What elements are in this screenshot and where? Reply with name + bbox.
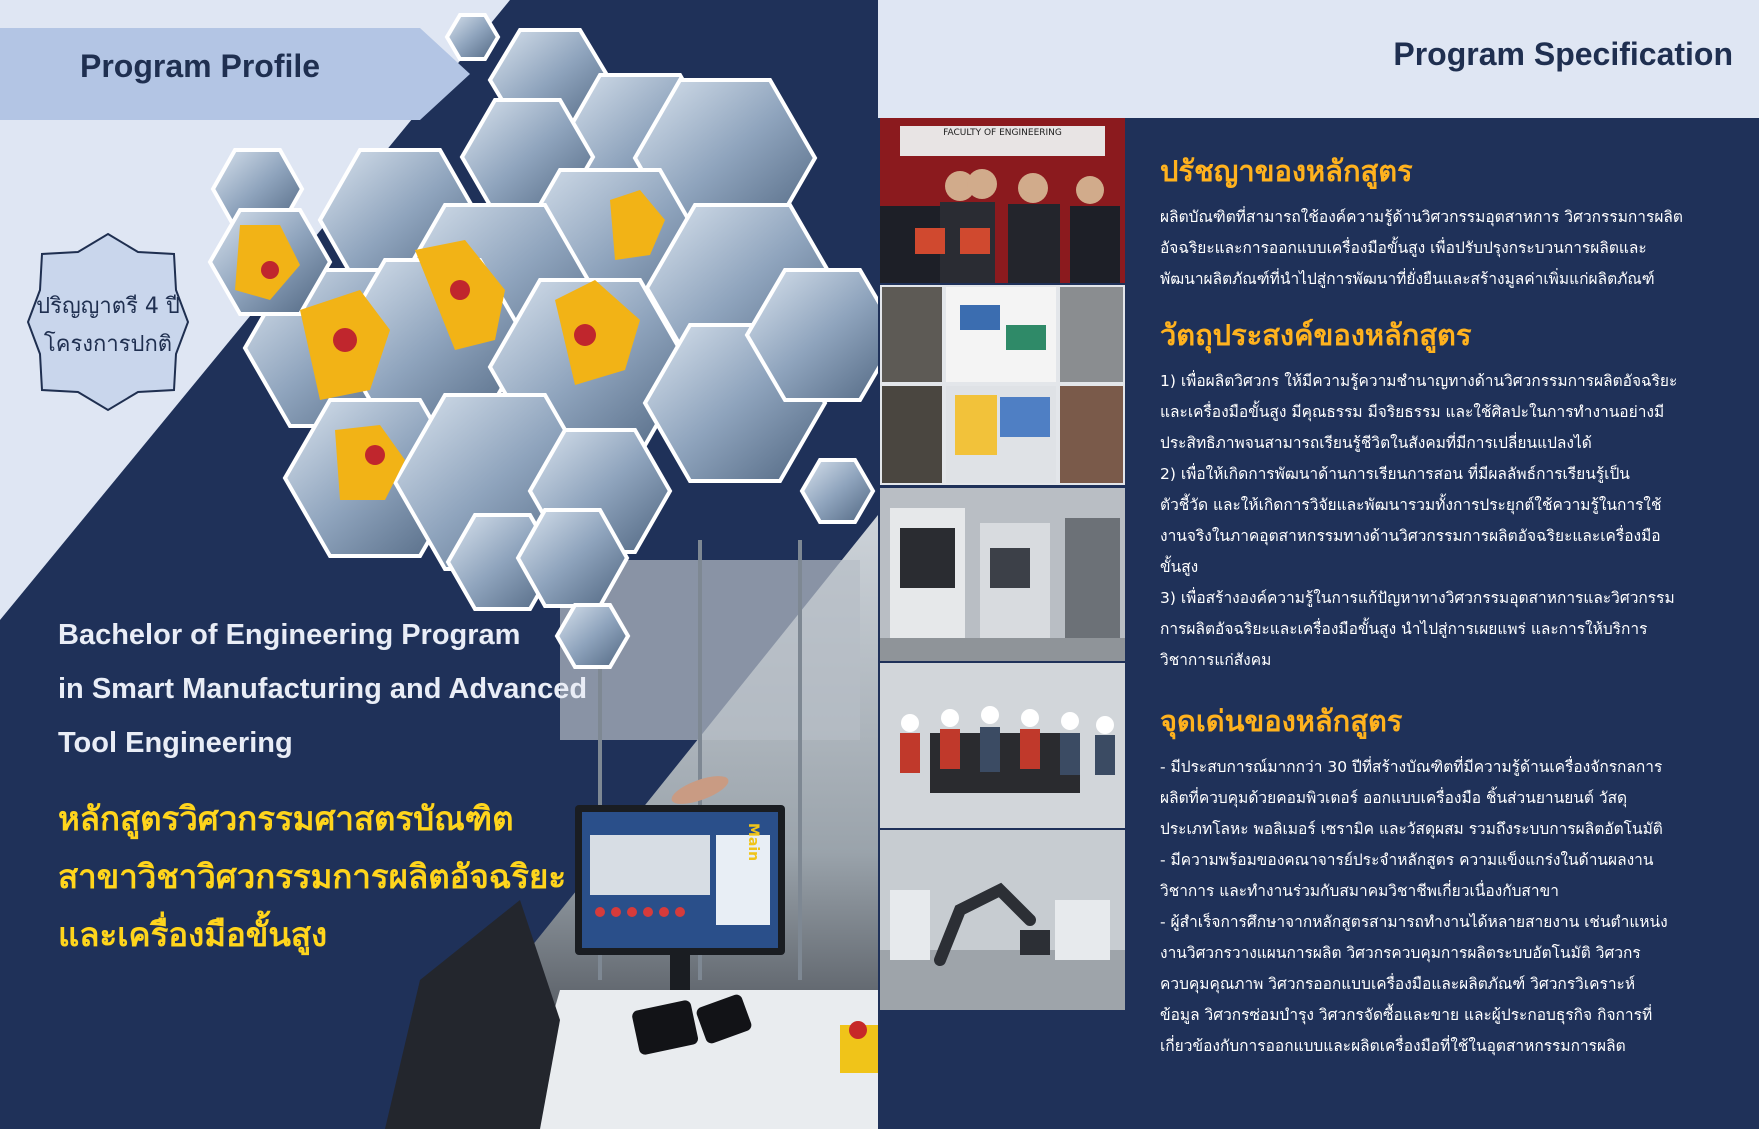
thai-title-line: และเครื่องมือขั้นสูง (58, 915, 328, 954)
objectives-line: 1) เพื่อผลิตวิศวกร ให้มีความรู้ความชำนาญทางด้านวิศวกรรมการผลิตอัจฉริยะ (1160, 372, 1678, 390)
english-title-line: in Smart Manufacturing and Advanced (58, 673, 588, 705)
objectives-line: 2) เพื่อให้เกิดการพัฒนาด้านการเรียนการสอน ที่มีผลลัพธ์การเรียนรู้เป็น (1160, 465, 1630, 483)
highlights-line: - ผู้สำเร็จการศึกษาจากหลักสูตรสามารถทำงานได้หลายสายงาน เช่นตำแหน่ง (1160, 913, 1668, 931)
specification-header (878, 0, 1759, 118)
thai-program-title (58, 790, 618, 964)
objectives-text (1160, 366, 1735, 676)
highlights-text (1160, 752, 1735, 1062)
highlights-heading: จุดเด่นของหลักสูตร (1160, 704, 1403, 738)
badge-program-line: โครงการปกติ (43, 332, 173, 357)
english-title-line: Bachelor of Engineering Program (58, 619, 521, 651)
english-program-title (58, 608, 658, 770)
program-specification-title: Program Specification (1393, 36, 1733, 72)
program-profile-title: Program Profile (80, 48, 321, 84)
objectives-line: วิชาการแก่สังคม (1160, 651, 1272, 669)
objectives-line: และเครื่องมือขั้นสูง มีคุณธรรม มีจริยธรรม และใช้ศิลปะในการทำงานอย่างมี (1160, 403, 1665, 421)
english-title-line: Tool Engineering (58, 727, 293, 759)
objectives-line: การผลิตอัจฉริยะและเครื่องมือขั้นสูง นำไปสู่การเผยแพร่ และการให้บริการ (1160, 620, 1648, 638)
objectives-line: ขั้นสูง (1160, 558, 1199, 576)
thai-title-line: สาขาวิชาวิศวกรรมการผลิตอัจฉริยะ (58, 857, 567, 896)
objectives-line: ตัวชี้วัด และให้เกิดการวิจัยและพัฒนารวมทั้งการประยุกต์ใช้ความรู้ในการใช้ (1160, 496, 1662, 514)
highlights-line: - มีประสบการณ์มากกว่า 30 ปีที่สร้างบัณฑิตที่มีความรู้ด้านเครื่องจักรกลการ (1160, 758, 1663, 776)
tooling-design-collage (880, 285, 1125, 485)
philosophy-line: พัฒนาผลิตภัณฑ์ที่นำไปสู่การพัฒนาที่ยั่งยืนและสร้างมูลค่าเพิ่มแก่ผลิตภัณฑ์ (1160, 270, 1655, 288)
program-profile-panel (0, 0, 878, 1129)
highlights-line: ควบคุมคุณภาพ วิศวกรออกแบบเครื่องมือและผลิตภัณฑ์ วิศวกรวิเคราะห์ (1160, 975, 1636, 993)
thai-title-line: หลักสูตรวิศวกรรมศาสตรบัณฑิต (58, 799, 514, 838)
signing-ceremony-photo (880, 118, 1125, 283)
highlights-line: งานวิศวกรวางแผนการผลิต วิศวกรควบคุมการผลิตระบบอัตโนมัติ วิศวกร (1160, 944, 1641, 962)
photo-column (880, 118, 1125, 1090)
objectives-line: งานจริงในภาคอุตสาหกรรมทางด้านวิศวกรรมการผลิตอัจฉริยะและเครื่องมือ (1160, 527, 1661, 545)
monitor-main-label: Main (745, 823, 761, 862)
objectives-heading: วัตถุประสงค์ของหลักสูตร (1160, 318, 1472, 352)
cobot-lab-photo (880, 830, 1125, 1010)
highlights-line: วิชาการ และทำงานร่วมกับสมาคมวิชาชีพเกี่ยวเนื่องกับสาขา (1160, 882, 1559, 900)
degree-badge-text (26, 288, 190, 364)
philosophy-line: ผลิตบัณฑิตที่สามารถใช้องค์ความรู้ด้านวิศวกรรมอุตสาหการ วิศวกรรมการผลิต (1160, 208, 1683, 226)
highlights-line: เกี่ยวข้องกับการออกแบบและผลิตเครื่องมือที่ใช้ในอุตสาหกรรมการผลิต (1160, 1037, 1626, 1055)
objectives-line: ประสิทธิภาพจนสามารถเรียนรู้ชีวิตในสังคมที่มีการเปลี่ยนแปลงได้ (1160, 434, 1592, 452)
philosophy-heading: ปรัชญาของหลักสูตร (1160, 154, 1413, 188)
highlights-line: - มีความพร้อมของคณาจารย์ประจำหลักสูตร ความแข็งแกร่งในด้านผลงาน (1160, 851, 1654, 869)
philosophy-line: อัจฉริยะและการออกแบบเครื่องมือขั้นสูง เพื่อปรับปรุงกระบวนการผลิตและ (1160, 239, 1647, 257)
badge-degree-line: ปริญญาตรี 4 ปี (36, 294, 180, 319)
highlights-line: ผลิตที่ควบคุมด้วยคอมพิวเตอร์ ออกแบบเครื่องมือ ชิ้นส่วนยานยนต์ วัสดุ (1160, 789, 1628, 807)
machine-lab-photo (880, 488, 1125, 661)
objectives-line: 3) เพื่อสร้างองค์ความรู้ในการแก้ปัญหาทางวิศวกรรมอุตสาหการและวิศวกรรม (1160, 589, 1675, 607)
philosophy-text (1160, 202, 1735, 295)
program-specification-panel (878, 0, 1759, 1129)
group-activity-photo (880, 663, 1125, 828)
highlights-line: ประเภทโลหะ พอลิเมอร์ เซรามิค และวัสดุผสม รวมถึงระบบการผลิตอัตโนมัติ (1160, 820, 1663, 838)
faculty-sign-text: FACULTY OF ENGINEERING (943, 128, 1062, 138)
highlights-line: ข้อมูล วิศวกรซ่อมบำรุง วิศวกรจัดซื้อและขาย และผู้ประกอบธุรกิจ กิจการที่ (1160, 1006, 1653, 1024)
